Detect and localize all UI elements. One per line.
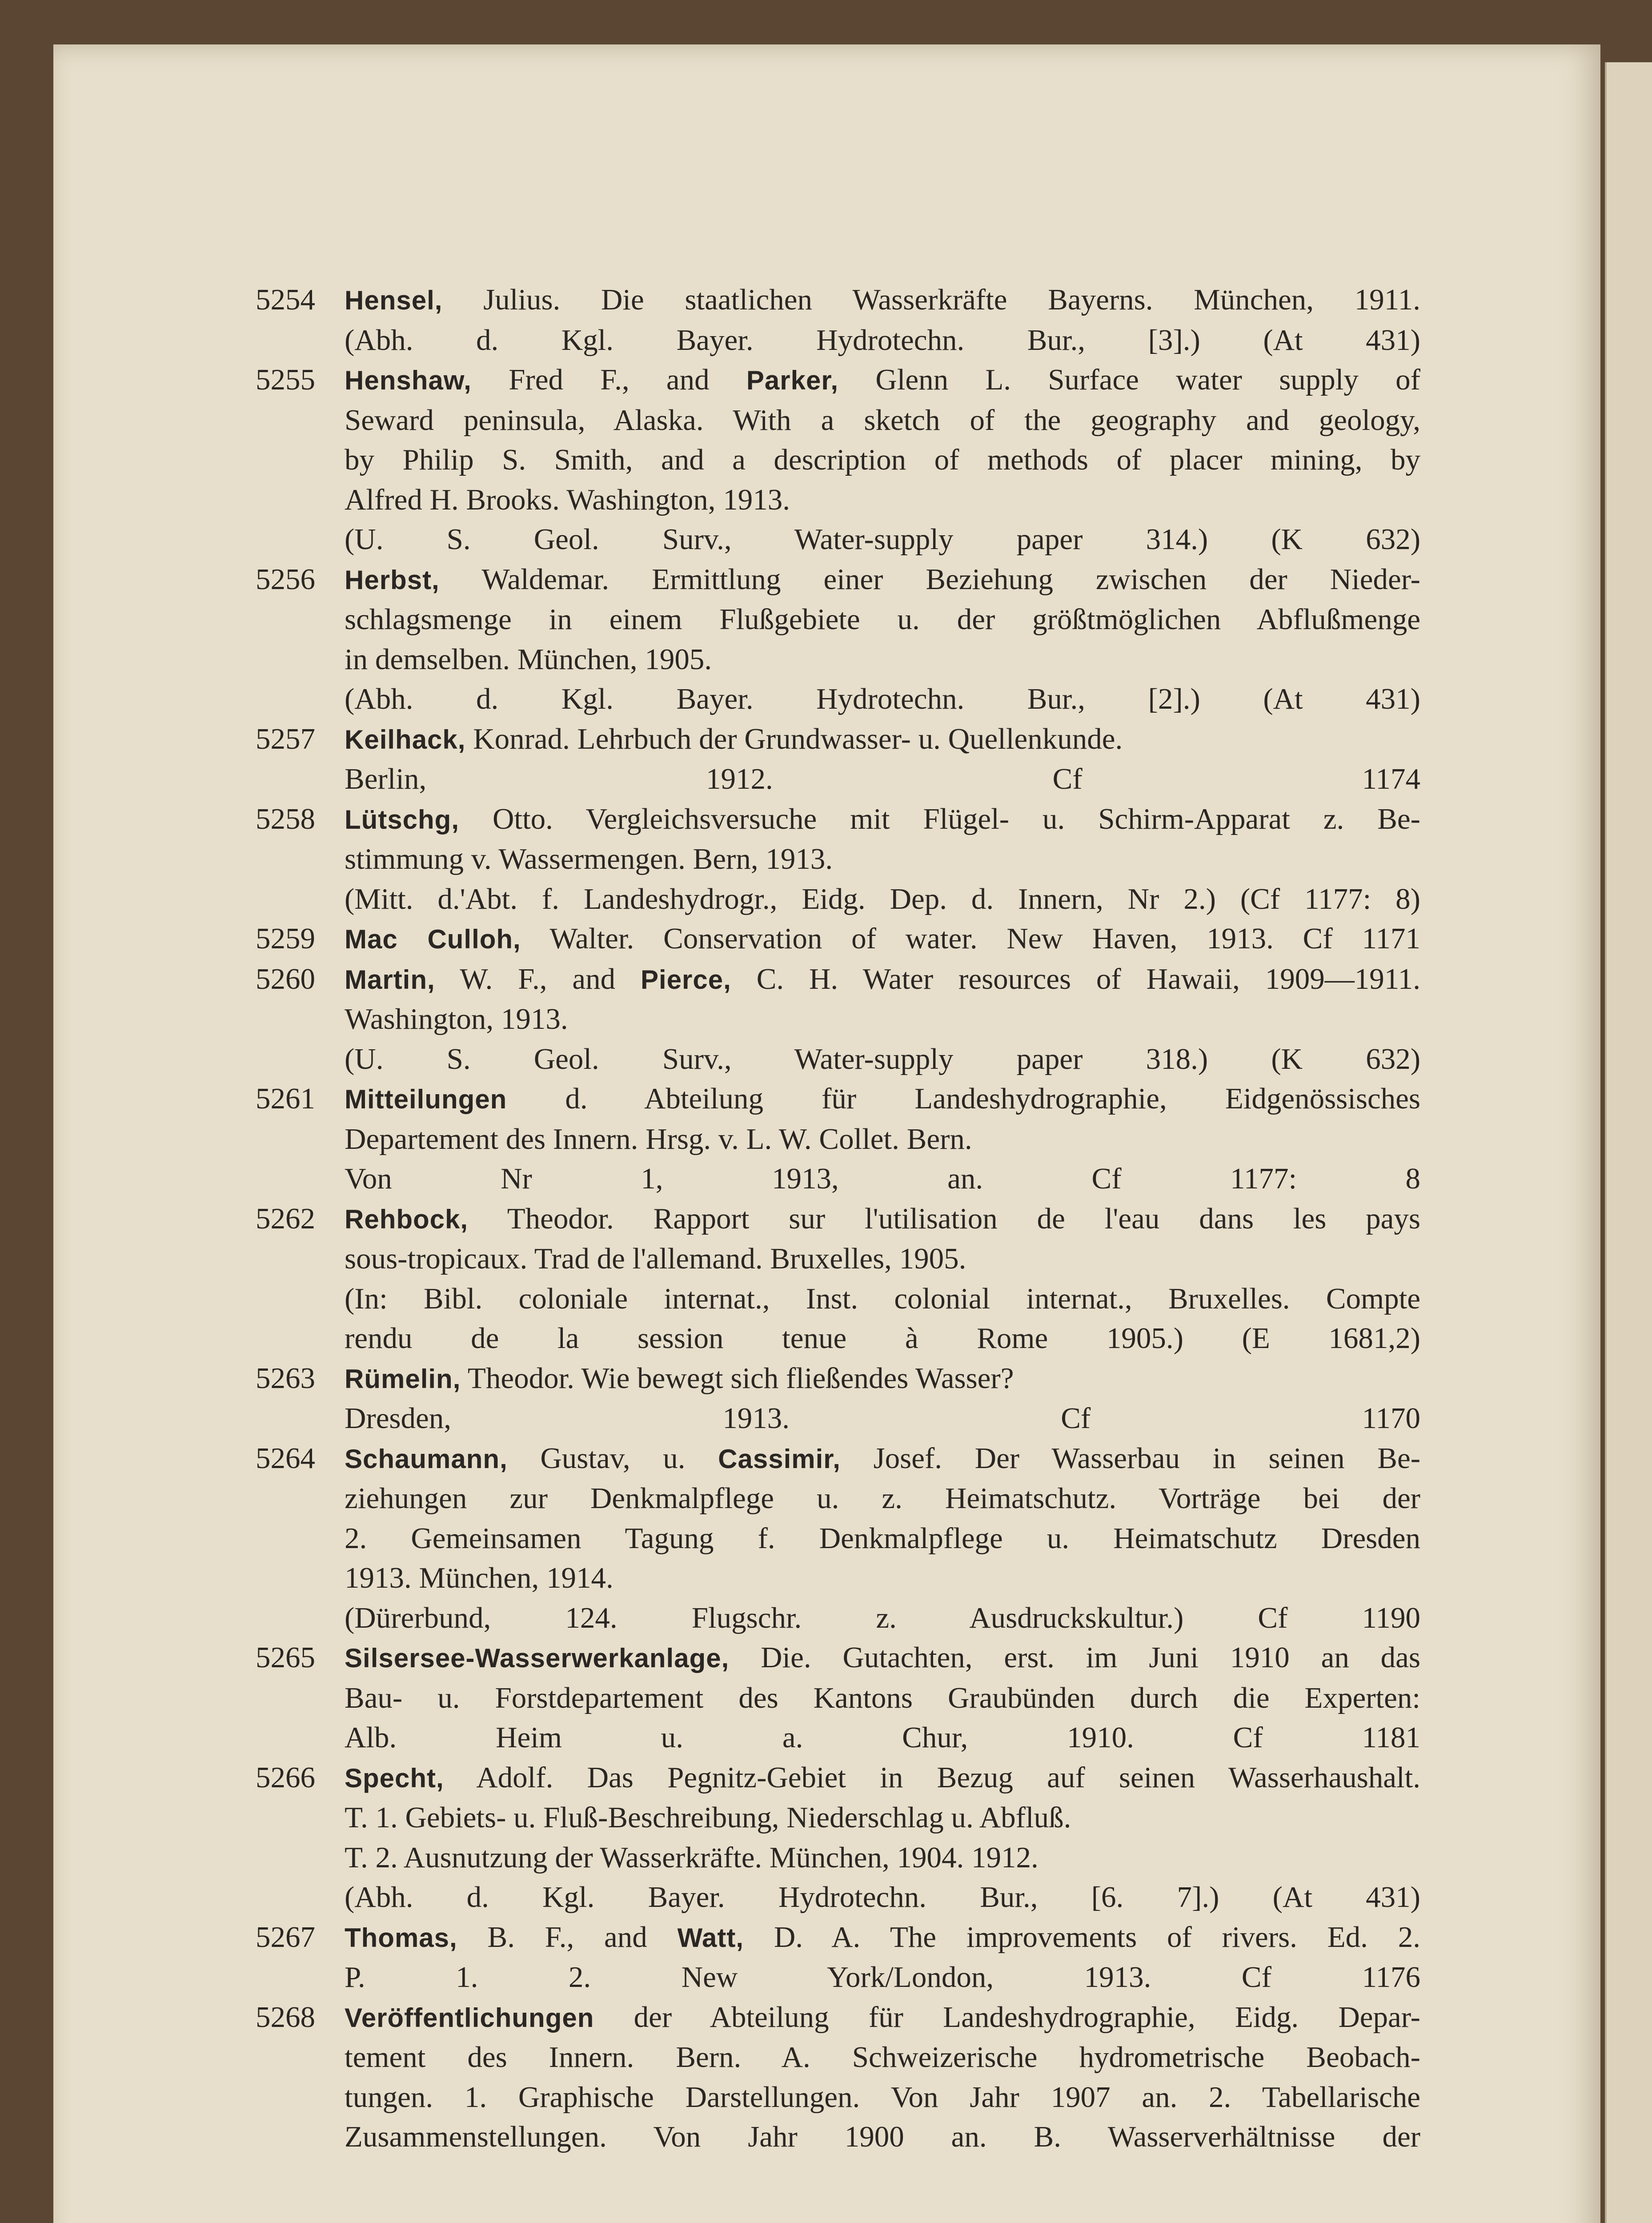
entry-number: 5265 [256,1641,315,1674]
entry-line [345,520,1420,560]
entry-line [345,839,1420,879]
author-name: Thomas, [345,1922,457,1953]
entry-text: Konrad. Lehrbuch der Grundwasser- u. Quellenkunde. [465,722,1123,755]
author-name: Pierce, [641,964,731,995]
entry-text: Gustav, u. [507,1441,718,1475]
entry-number: 5262 [256,1202,315,1235]
entry-text: Julius. Die staatlichen Wasserkräfte Bayerns. München, 1911. [442,283,1420,316]
entry-text: (Abh. d. Kgl. Bayer. Hydrotechn. Bur., [2].) (At 431) [345,682,1420,715]
entry-line [345,1039,1420,1079]
author-name: Martin, [345,964,435,995]
entry-line [345,401,1420,441]
entry-text: D. A. The improvements of rivers. Ed. 2. [744,1920,1420,1954]
entry-text: Waldemar. Ermittlung einer Beziehung zwischen der Nieder- [439,562,1420,596]
entry-text: Otto. Vergleichsversuche mit Flügel- u. Schirm-Apparat z. Be- [459,802,1420,835]
entry-line [345,1558,1420,1598]
entry-line [345,1439,1420,1479]
bibliography-entry [256,1079,1420,1199]
author-name: Hensel, [345,285,443,315]
entry-text: tement des Innern. Bern. A. Schweizerische hydrometrische Beobach- [345,2041,1420,2074]
entry-line [345,719,1420,760]
entry-line [345,2078,1420,2118]
entry-line [345,999,1420,1039]
author-name: Watt, [677,1922,744,1953]
entry-line [345,1120,1420,1160]
bibliography-entry [256,1638,1420,1758]
entry-number: 5267 [256,1920,315,1954]
entry-number: 5258 [256,802,315,835]
entry-line [345,1798,1420,1838]
entry-text: (U. S. Geol. Surv., Water-supply paper 318.) (K 632) [345,1042,1420,1075]
entry-line [345,1758,1420,1798]
entry-line [345,2117,1420,2157]
entry-line [345,1319,1420,1359]
entry-text: Theodor. Rapport sur l'utilisation de l'eau dans les pays [468,1202,1420,1235]
entry-number: 5255 [256,363,315,396]
entry-line [345,1998,1420,2038]
entry-number: 5256 [256,562,315,596]
bibliography-entry [256,1359,1420,1439]
entry-text: Theodor. Wie bewegt sich fließendes Wasser? [461,1361,1014,1395]
entry-text: (Abh. d. Kgl. Bayer. Hydrotechn. Bur., [6. 7].) (At 431) [345,1881,1420,1914]
entry-text: Seward peninsula, Alaska. With a sketch of the geography and geology, [345,403,1420,437]
entry-line [345,321,1420,361]
entry-text: B. F., and [457,1920,678,1954]
author-name: Mac Culloh, [345,924,521,954]
entry-line [345,480,1420,520]
entry-text: P. 1. 2. New York/London, 1913. Cf 1176 [345,1961,1420,1994]
entry-text: Von Nr 1, 1913, an. Cf 1177: 8 [345,1162,1420,1195]
entry-line [345,600,1420,640]
entry-line [345,1159,1420,1199]
entry-number: 5268 [256,2000,315,2034]
entry-text: schlagsmenge in einem Flußgebiete u. der größtmöglichen Abflußmenge [345,603,1420,636]
entry-line [345,560,1420,600]
entry-text: Glenn L. Surface water supply of [838,363,1420,396]
entry-line [345,1199,1420,1240]
bibliography-entry [256,1918,1420,1998]
entry-text: Zusammenstellungen. Von Jahr 1900 an. B. Wasserverhältnisse der [345,2120,1420,2153]
bibliography-entry [256,919,1420,959]
entry-number: 5266 [256,1761,315,1794]
bibliography-list [256,280,1420,2157]
entry-text: C. H. Water resources of Hawaii, 1909—1911. [731,962,1420,995]
entry-line [345,1598,1420,1638]
bibliography-entry [256,360,1420,560]
bibliography-entry [256,1998,1420,2157]
entry-text: by Philip S. Smith, and a description of methods of placer mining, by [345,443,1420,476]
entry-text: 1913. München, 1914. [345,1561,613,1594]
entry-text: sous-tropicaux. Trad de l'allemand. Bruxelles, 1905. [345,1242,966,1275]
entry-text: Departement des Innern. Hrsg. v. L. W. Collet. Bern. [345,1122,972,1156]
entry-line [345,679,1420,719]
entry-text: Josef. Der Wasserbau in seinen Be- [840,1441,1420,1475]
entry-text: in demselben. München, 1905. [345,642,712,676]
entry-text: (Abh. d. Kgl. Bayer. Hydrotechn. Bur., [3].) (At 431) [345,323,1420,357]
entry-number: 5257 [256,722,315,755]
entry-line [345,1239,1420,1279]
entry-line [345,1718,1420,1758]
entry-line [345,640,1420,680]
entry-text: Alb. Heim u. a. Chur, 1910. Cf 1181 [345,1721,1420,1754]
entry-text: Alfred H. Brooks. Washington, 1913. [345,483,790,516]
entry-line [345,2038,1420,2078]
entry-text: (Dürerbund, 124. Flugschr. z. Ausdruckskultur.) Cf 1190 [345,1601,1420,1634]
author-name: Lütschg, [345,804,459,835]
entry-line [345,799,1420,840]
entry-text: der Abteilung für Landeshydrographie, Eidg. Depar- [594,2000,1420,2034]
bibliography-entry [256,1199,1420,1359]
author-name: Parker, [746,365,839,395]
entry-number: 5254 [256,283,315,316]
entry-text: ziehungen zur Denkmalpflege u. z. Heimatschutz. Vorträge bei der [345,1482,1420,1515]
entry-text: W. F., and [435,962,641,995]
entry-text: Walter. Conservation of water. New Haven, 1913. Cf 1171 [521,922,1420,955]
entry-text: Dresden, 1913. Cf 1170 [345,1402,1420,1435]
entry-line [345,1878,1420,1918]
entry-line [345,440,1420,480]
author-name: Rehbock, [345,1204,469,1234]
entry-text: tungen. 1. Graphische Darstellungen. Von Jahr 1907 an. 2. Tabellarische [345,2080,1420,2114]
entry-text: (In: Bibl. coloniale internat., Inst. colonial internat., Bruxelles. Compte [345,1282,1420,1315]
entry-text: (U. S. Geol. Surv., Water-supply paper 314.) (K 632) [345,523,1420,556]
entry-line [345,919,1420,959]
entry-text: Bau- u. Forstdepartement des Kantons Graubünden durch die Experten: [345,1681,1420,1714]
entry-number: 5259 [256,922,315,955]
entry-text: d. Abteilung für Landeshydrographie, Eidgenössisches [507,1082,1420,1115]
entry-number: 5264 [256,1441,315,1475]
entry-line [345,1918,1420,1958]
entry-text: T. 2. Ausnutzung der Wasserkräfte. München, 1904. 1912. [345,1841,1039,1874]
entry-text: Adolf. Das Pegnitz-Gebiet in Bezug auf seinen Wasserhaushalt. [444,1761,1420,1794]
entry-text: Fred F., and [471,363,746,396]
entry-line [345,360,1420,401]
entry-line [345,959,1420,1000]
entry-text: (Mitt. d.'Abt. f. Landeshydrogr., Eidg. Dep. d. Innern, Nr 2.) (Cf 1177: 8) [345,882,1420,915]
bibliography-entry [256,560,1420,719]
entry-line [345,1359,1420,1399]
adjacent-page-edge [1605,62,1652,2223]
entry-text: 2. Gemeinsamen Tagung f. Denkmalpflege u. Heimatschutz Dresden [345,1521,1420,1555]
entry-line [345,1638,1420,1678]
bibliography-entry [256,959,1420,1079]
author-name: Keilhack, [345,724,466,754]
author-name: Mitteilungen [345,1084,507,1114]
entry-line [345,280,1420,321]
bibliography-entry [256,1758,1420,1918]
entry-line [345,1399,1420,1439]
author-name: Herbst, [345,565,440,595]
bibliography-entry [256,280,1420,360]
author-name: Specht, [345,1763,444,1793]
entry-line [345,1519,1420,1559]
entry-number: 5260 [256,962,315,995]
entry-text: Die. Gutachten, erst. im Juni 1910 an das [729,1641,1420,1674]
entry-text: Berlin, 1912. Cf 1174 [345,762,1420,795]
entry-text: rendu de la session tenue à Rome 1905.) (E 1681,2) [345,1322,1420,1355]
author-name: Henshaw, [345,365,472,395]
bibliography-entry [256,1439,1420,1638]
author-name: Schaumann, [345,1444,508,1474]
entry-number: 5261 [256,1082,315,1115]
entry-line [345,1279,1420,1319]
entry-line [345,1958,1420,1998]
entry-number: 5263 [256,1361,315,1395]
author-name: Rümelin, [345,1364,461,1394]
entry-line [345,759,1420,799]
entry-line [345,1079,1420,1120]
entry-text: Washington, 1913. [345,1003,568,1035]
entry-text: stimmung v. Wassermengen. Bern, 1913. [345,843,833,875]
bibliography-entry [256,799,1420,919]
entry-line [345,879,1420,919]
entry-text: T. 1. Gebiets- u. Fluß-Beschreibung, Niederschlag u. Abfluß. [345,1801,1071,1834]
entry-line [345,1678,1420,1718]
author-name: Silsersee-Wasserwerkanlage, [345,1643,730,1673]
author-name: Cassimir, [718,1444,841,1474]
bibliography-entry [256,719,1420,799]
entry-line [345,1838,1420,1878]
author-name: Veröffentlichungen [345,2002,594,2033]
entry-line [345,1479,1420,1519]
